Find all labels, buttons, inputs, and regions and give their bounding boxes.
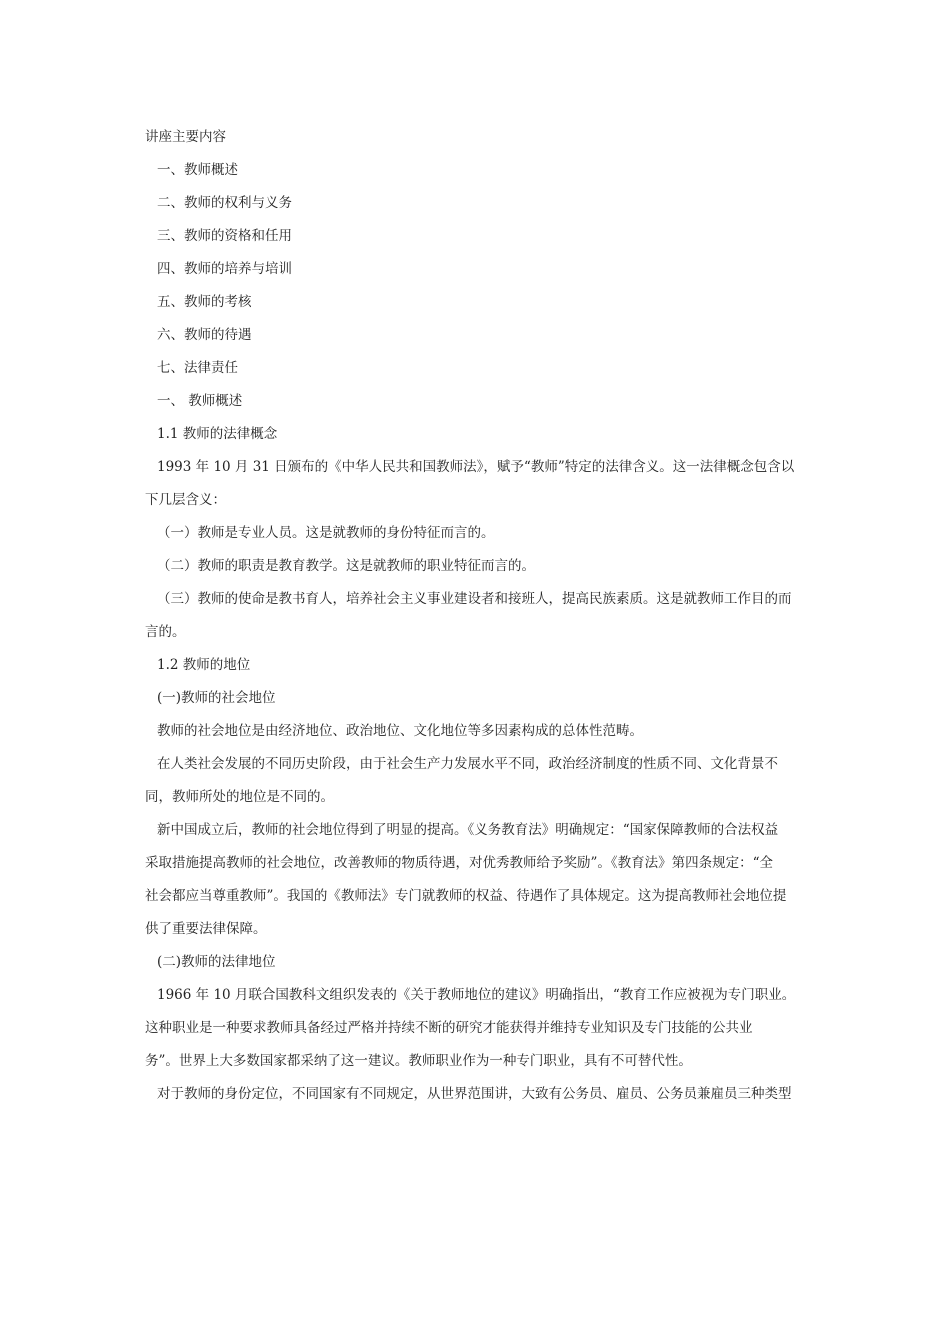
- subsection-title: 1.2 教师的地位: [157, 657, 251, 673]
- paragraph-line: 供了重要法律保障。: [145, 921, 267, 937]
- paragraph-line: 这种职业是一种要求教师具备经过严格并持续不断的研究才能获得并维持专业知识及专门技能的公共业: [145, 1020, 753, 1036]
- lecture-heading: 讲座主要内容: [145, 129, 226, 145]
- paragraph-line: 同，教师所处的地位是不同的。: [145, 789, 334, 805]
- toc-item: 六、教师的待遇: [157, 327, 252, 343]
- paragraph-line: 采取措施提高教师的社会地位，改善教师的物质待遇，对优秀教师给予奖励”。《教育法》第四条规定：“全: [145, 855, 774, 871]
- toc-item: 一、教师概述: [157, 162, 238, 178]
- toc-item: 五、教师的考核: [157, 294, 252, 310]
- toc-item: 七、法律责任: [157, 360, 238, 376]
- paragraph-line: （三）教师的使命是教书育人，培养社会主义事业建设者和接班人，提高民族素质。这是就教师工作目的而: [157, 591, 792, 607]
- paragraph: [145, 982, 809, 1081]
- list-item: （二）教师的职责是教育教学。这是就教师的职业特征而言的。: [157, 558, 535, 574]
- paragraph: 教师的社会地位是由经济地位、政治地位、文化地位等多因素构成的总体性范畴。: [157, 723, 643, 739]
- paragraph-line: 言的。: [145, 624, 186, 640]
- paragraph-line: 1993 年 10 月 31 日颁布的《中华人民共和国教师法》，赋予“教师”特定的法律含义。这一法律概念包含以: [157, 459, 795, 475]
- paragraph: [145, 1081, 809, 1114]
- subsection-title: (二)教师的法律地位: [157, 954, 276, 970]
- list-item: [145, 586, 809, 652]
- paragraph-line: 新中国成立后，教师的社会地位得到了明显的提高。《义务教育法》明确规定：“国家保障教师的合法权益: [157, 822, 779, 838]
- paragraph: [145, 817, 809, 949]
- paragraph-line: 1966 年 10 月联合国教科文组织发表的《关于教师地位的建议》明确指出，“教育工作应被视为专门职业。: [157, 987, 796, 1003]
- section-title: 一、 教师概述: [157, 393, 243, 409]
- toc-item: 四、教师的培养与培训: [157, 261, 292, 277]
- paragraph-line: 对于教师的身份定位，不同国家有不同规定，从世界范围讲，大致有公务员、雇员、公务员兼雇员三种类型: [157, 1086, 792, 1102]
- toc-item: 三、教师的资格和任用: [157, 228, 292, 244]
- document-body: [145, 124, 809, 1114]
- subsection-title: 1.1 教师的法律概念: [157, 426, 278, 442]
- subsection-title: (一)教师的社会地位: [157, 690, 276, 706]
- toc-item: 二、教师的权利与义务: [157, 195, 292, 211]
- paragraph-line: 在人类社会发展的不同历史阶段，由于社会生产力发展水平不同，政治经济制度的性质不同、文化背景不: [157, 756, 778, 772]
- paragraph-line: 务”。世界上大多数国家都采纳了这一建议。教师职业作为一种专门职业，具有不可替代性。: [145, 1053, 692, 1069]
- paragraph-line: 下几层含义：: [145, 492, 226, 508]
- paragraph: [145, 454, 809, 520]
- paragraph: [145, 751, 809, 817]
- paragraph-line: 社会都应当尊重教师”。我国的《教师法》专门就教师的权益、待遇作了具体规定。这为提高教师社会地位提: [145, 888, 787, 904]
- list-item: （一）教师是专业人员。这是就教师的身份特征而言的。: [157, 525, 495, 541]
